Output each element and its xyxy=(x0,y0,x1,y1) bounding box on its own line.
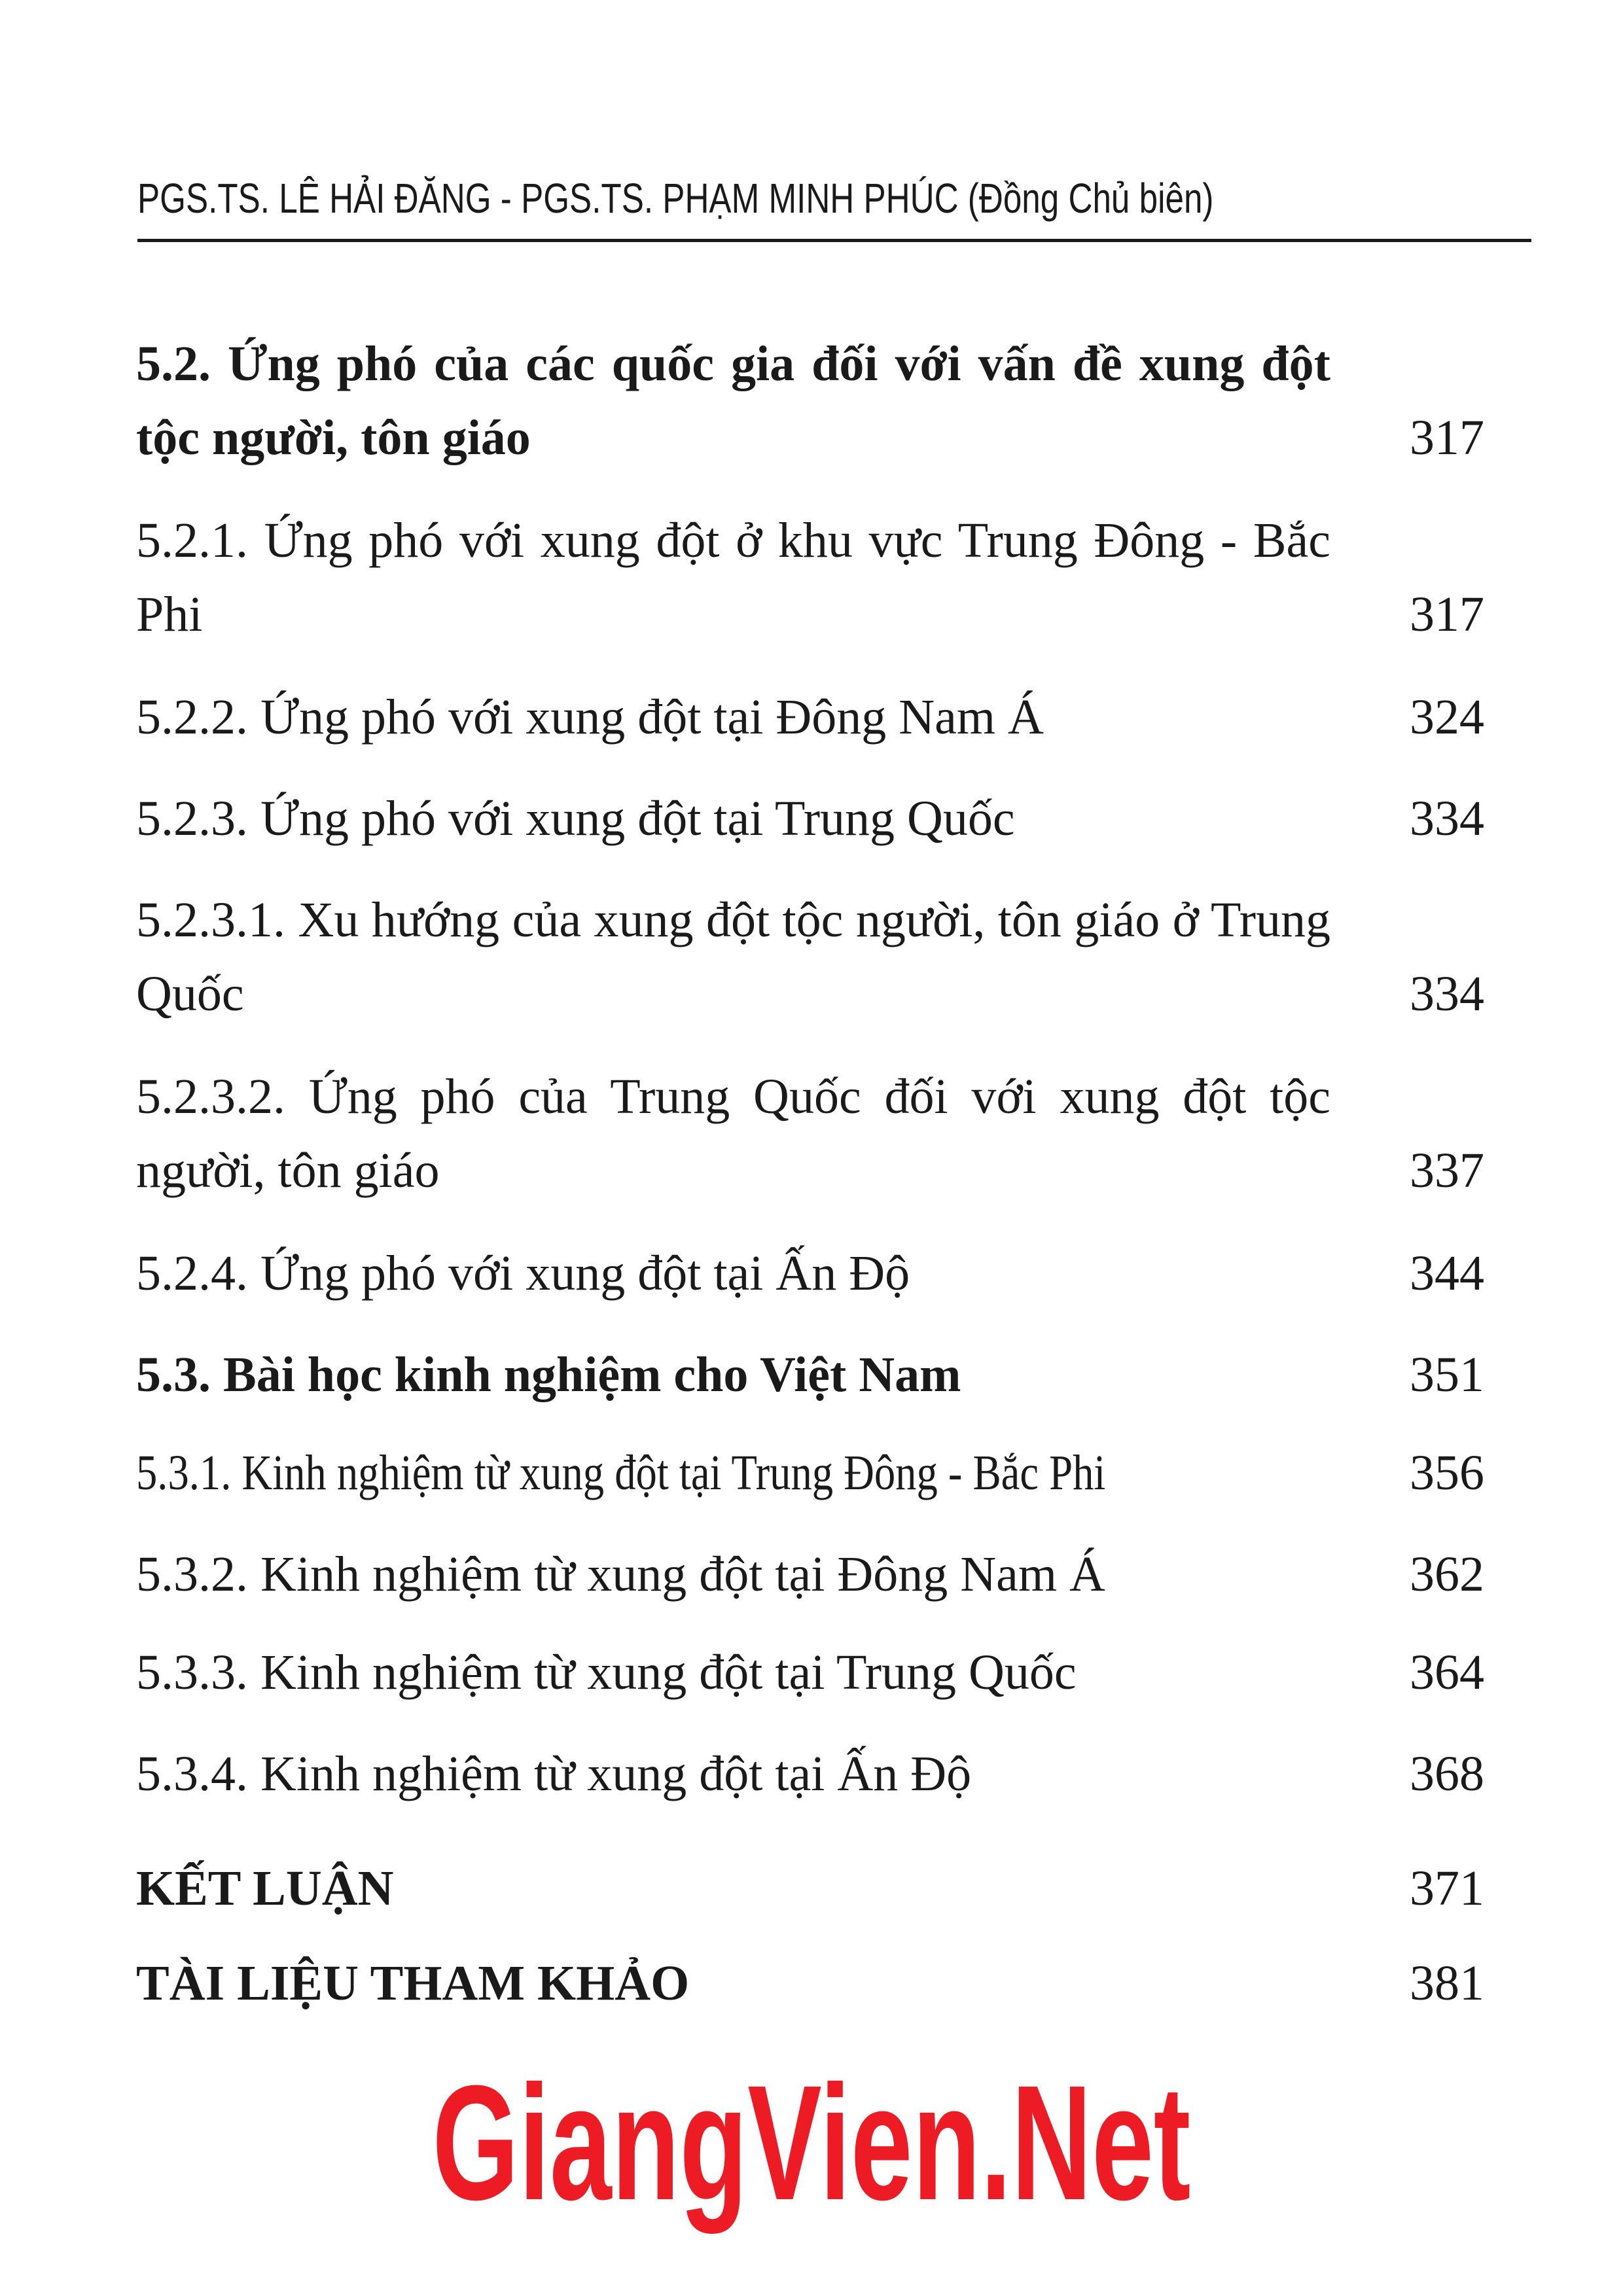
toc-entry-title: 5.3.4. Kinh nghiệm từ xung đột tại Ấn Độ xyxy=(136,1746,972,1801)
toc-entry-page: 356 xyxy=(1410,1445,1484,1500)
toc-entry-page: 351 xyxy=(1410,1347,1484,1402)
toc-entry-tai-lieu-tham-khao[interactable] xyxy=(136,1947,1530,2021)
watermark-logo: GiangVien.Net xyxy=(432,2051,1191,2234)
toc-entry-5-2-4[interactable] xyxy=(136,1237,1530,1311)
toc-entry-5-2-3-1[interactable] xyxy=(136,883,1530,1031)
toc-entry-5-3-1[interactable] xyxy=(136,1436,1530,1510)
toc-entry-page: 371 xyxy=(1410,1861,1484,1916)
toc-entry-title: 5.2.1. Ứng phó với xung đột ở khu vực Trung Đông - Bắc Phi xyxy=(136,513,1330,642)
toc-entry-5-3-3[interactable] xyxy=(136,1636,1530,1710)
toc-entry-page: 324 xyxy=(1410,690,1484,745)
toc-entry-5-2-1[interactable] xyxy=(136,504,1530,652)
toc-entry-title: 5.2. Ứng phó của các quốc gia đối với vấn đề xung đột tộc người, tôn giáo xyxy=(136,336,1330,465)
toc-entry-ket-luan[interactable] xyxy=(136,1852,1530,1926)
toc-entry-page: 334 xyxy=(1410,791,1484,846)
toc-entry-page: 317 xyxy=(1410,587,1484,642)
header-rule xyxy=(137,239,1531,242)
toc-entry-5-3-4[interactable] xyxy=(136,1737,1530,1811)
toc-entry-title: 5.2.3.1. Xu hướng của xung đột tộc người, tôn giáo ở Trung Quốc xyxy=(136,892,1330,1021)
toc-entry-title: 5.2.4. Ứng phó với xung đột tại Ấn Độ xyxy=(136,1246,910,1301)
toc-entry-title: 5.2.3. Ứng phó với xung đột tại Trung Quốc xyxy=(136,791,1015,846)
toc-entry-title: 5.2.2. Ứng phó với xung đột tại Đông Nam Á xyxy=(136,690,1044,745)
toc-entry-5-2-3[interactable] xyxy=(136,782,1530,856)
toc-entry-5-3[interactable] xyxy=(136,1338,1530,1412)
toc-entry-page: 337 xyxy=(1410,1143,1484,1198)
toc-entry-title: 5.3. Bài học kinh nghiệm cho Việt Nam xyxy=(136,1347,961,1402)
toc-entry-title: 5.3.3. Kinh nghiệm từ xung đột tại Trung Quốc xyxy=(136,1645,1077,1700)
toc-entry-title: KẾT LUẬN xyxy=(136,1861,394,1916)
toc-entry-5-2-2[interactable] xyxy=(136,680,1530,754)
toc-entry-page: 381 xyxy=(1410,1956,1484,2011)
toc-entry-page: 362 xyxy=(1410,1547,1484,1602)
toc-entry-5-2[interactable] xyxy=(136,327,1530,475)
toc-entry-title: 5.3.2. Kinh nghiệm từ xung đột tại Đông Nam Á xyxy=(136,1547,1105,1602)
toc-entry-page: 344 xyxy=(1410,1246,1484,1301)
toc-entry-title: TÀI LIỆU THAM KHẢO xyxy=(136,1956,690,2011)
toc-entry-5-3-2[interactable] xyxy=(136,1538,1530,1612)
toc-entry-5-2-3-2[interactable] xyxy=(136,1060,1530,1208)
toc-entry-page: 368 xyxy=(1410,1746,1484,1801)
toc-entry-page: 364 xyxy=(1410,1645,1484,1700)
running-header: PGS.TS. LÊ HẢI ĐĂNG - PGS.TS. PHẠM MINH PHÚC (Đồng Chủ biên) xyxy=(137,175,1214,222)
toc-entry-title: 5.2.3.2. Ứng phó của Trung Quốc đối với xung đột tộc người, tôn giáo xyxy=(136,1069,1330,1198)
toc-entry-page: 317 xyxy=(1410,410,1484,465)
toc-entry-title: 5.3.1. Kinh nghiệm từ xung đột tại Trung Đông - Bắc Phi xyxy=(136,1445,1106,1500)
toc-entry-page: 334 xyxy=(1410,966,1484,1021)
